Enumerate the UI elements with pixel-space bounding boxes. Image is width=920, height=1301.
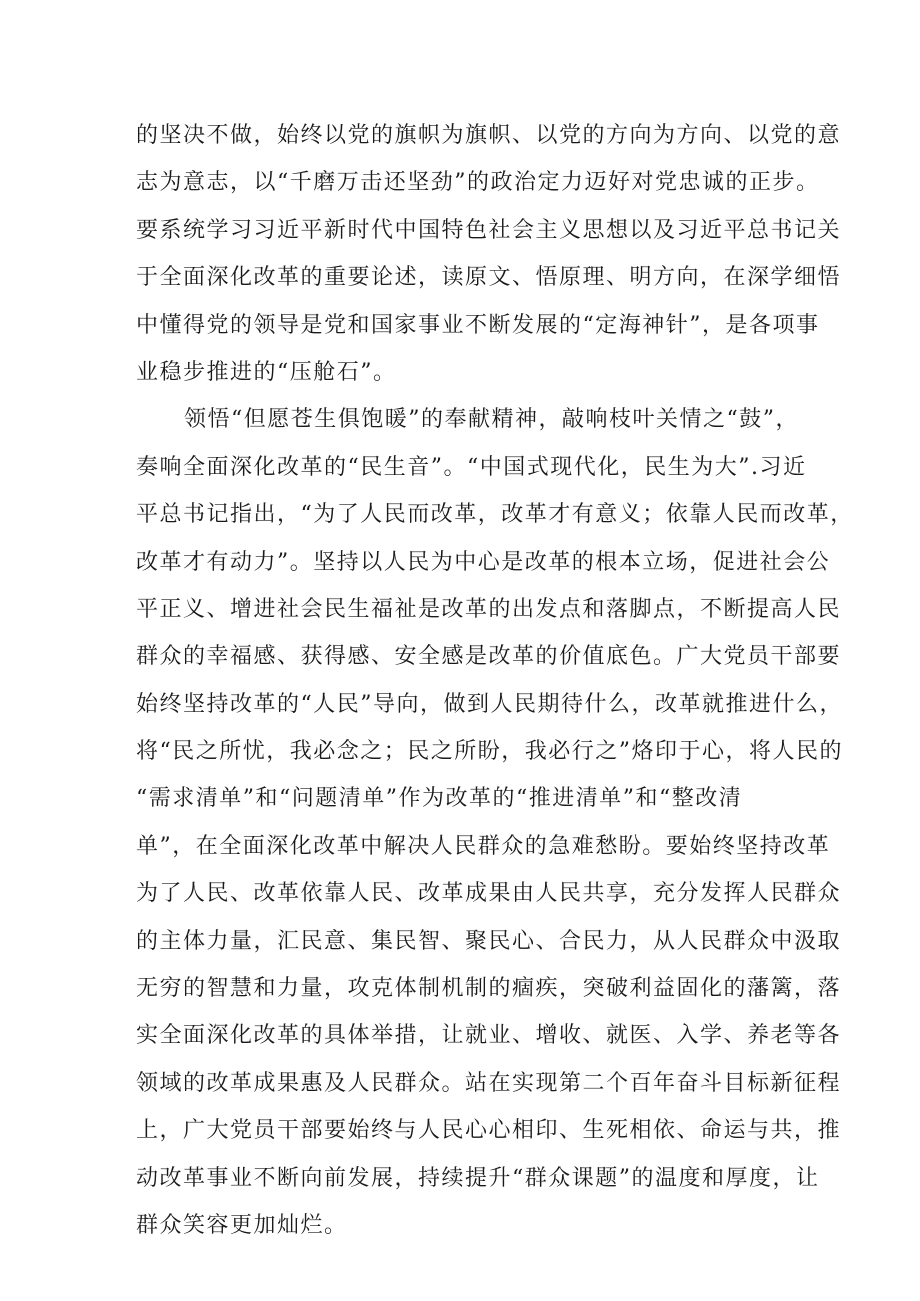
text-line: 实全面深化改革的具体举措，让就业、增收、就医、入学、养老等各 xyxy=(136,1023,842,1049)
text-line: 的主体力量，汇民意、集民智、聚民心、合民力，从人民群众中汲取 xyxy=(136,928,842,954)
text-line: 领域的改革成果惠及人民群众。站在实现第二个百年奋斗目标新征程 xyxy=(136,1070,842,1096)
text-line: 的坚决不做，始终以党的旗帜为旗帜、以党的方向为方向、以党的意 xyxy=(136,123,842,148)
text-line: 无穷的智慧和力量，攻克体制机制的痼疾，突破利益固化的藩篱，落 xyxy=(136,976,842,1002)
text-line: 上，广大党员干部要始终与人民心心相印、生死相依、命运与共，推 xyxy=(136,1118,842,1144)
text-line: 领悟“但愿苍生俱饱暖”的奉献精神，敲响枝叶关情之“鼓”， xyxy=(184,407,799,433)
paragraph-1 xyxy=(136,112,842,396)
document-body xyxy=(136,112,854,1249)
text-line: 平总书记指出，“为了人民而改革，改革才有意义；依靠人民而改革， xyxy=(136,502,854,528)
text-line: 于全面深化改革的重要论述，读原文、悟原理、明方向，在深学细悟 xyxy=(136,265,842,291)
text-line: 要系统学习习近平新时代中国特色社会主义思想以及习近平总书记关 xyxy=(136,217,842,243)
text-line: 单”，在全面深化改革中解决人民群众的急难愁盼。要始终坚持改革 xyxy=(136,833,831,859)
text-line: 将“民之所忧，我必念之；民之所盼，我必行之”烙印于心，将人民的 xyxy=(136,739,843,765)
text-line: 改革才有动力”。坚持以人民为中心是改革的根本立场，促进社会公 xyxy=(136,549,831,575)
text-line: 中懂得党的领导是党和国家事业不断发展的“定海神针”，是各项事 xyxy=(136,312,820,338)
text-line: 奏响全面深化改革的“民生音”。“中国式现代化，民生为大”.习近 xyxy=(136,454,807,480)
text-line: 始终坚持改革的“人民”导向，做到人民期待什么，改革就推进什么， xyxy=(136,691,843,717)
text-line: “需求清单”和“问题清单”作为改革的“推进清单”和“整改清 xyxy=(136,786,743,812)
text-line: 群众的幸福感、获得感、安全感是改革的价值底色。广大党员干部要 xyxy=(136,644,842,670)
text-line: 群众笑容更加灿烂。 xyxy=(136,1212,348,1238)
paragraph-2 xyxy=(136,396,854,1249)
text-line: 平正义、增进社会民生福祉是改革的出发点和落脚点，不断提高人民 xyxy=(136,596,842,622)
text-line: 动改革事业不断向前发展，持续提升“群众课题”的温度和厚度，让 xyxy=(136,1165,820,1191)
text-line: 为了人民、改革依靠人民、改革成果由人民共享，充分发挥人民群众 xyxy=(136,881,842,907)
text-line: 业稳步推进的“压舱石”。 xyxy=(136,359,397,385)
text-line: 志为意志，以“千磨万击还坚劲”的政治定力迈好对党忠诚的正步。 xyxy=(136,170,820,196)
